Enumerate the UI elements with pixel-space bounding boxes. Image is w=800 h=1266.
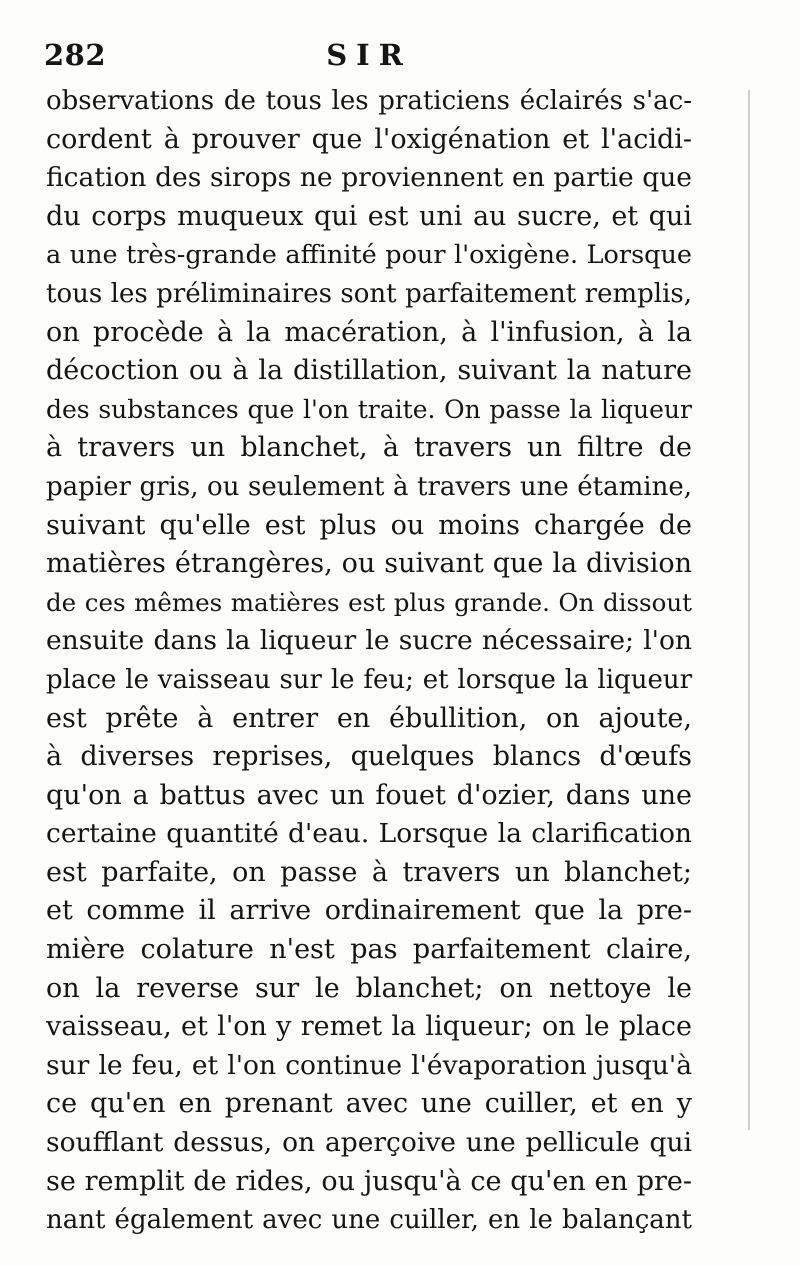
text-line: est prête à entrer en ébullition, on ajoute,	[46, 702, 692, 734]
text-line: soufflant dessus, on aperçoive une pellicule qui	[46, 1127, 692, 1159]
text-line: fication des sirops ne proviennent en partie que	[46, 162, 692, 194]
text-line: à diverses reprises, quelques blancs d'œufs	[46, 741, 692, 773]
text-line: tous les préliminaires sont parfaitement remplis,	[46, 278, 692, 309]
text-line: nant également avec une cuiller, en le balançant	[46, 1205, 692, 1236]
text-line: mière colature n'est pas parfaitement claire,	[46, 934, 692, 966]
text-line: des substances que l'on traite. On passe la liqueur	[46, 394, 692, 424]
body-text	[46, 82, 692, 1240]
text-line: certaine quantité d'eau. Lorsque la clarification	[46, 818, 692, 850]
text-line: matières étrangères, ou suivant que la division	[46, 548, 692, 580]
text-line: a une très-grande affinité pour l'oxigène. Lorsque	[46, 240, 692, 271]
text-line: ensuite dans la liqueur le sucre nécessaire; l'on	[46, 625, 692, 657]
text-line: place le vaisseau sur le feu; et lorsque la liqueur	[46, 664, 692, 695]
text-line: ce qu'en en prenant avec une cuiller, et en y	[46, 1088, 692, 1120]
text-line: suivant qu'elle est plus ou moins chargée de	[46, 509, 692, 541]
text-line: et comme il arrive ordinairement que la pre-	[46, 895, 692, 927]
margin-rule	[748, 90, 750, 1130]
text-line: à travers un blanchet, à travers un filtre de	[46, 432, 692, 464]
text-line: décoction ou à la distillation, suivant la nature	[46, 355, 692, 387]
text-line: vaisseau, et l'on y remet la liqueur; on le place	[46, 1011, 692, 1043]
text-line: se remplit de rides, ou jusqu'à ce qu'en en pre-	[46, 1165, 692, 1197]
text-line: de ces mêmes matières est plus grande. On dissout	[46, 587, 692, 617]
page-number: 282	[44, 38, 107, 72]
text-line: on la reverse sur le blanchet; on nettoye le	[46, 972, 692, 1004]
text-line: papier gris, ou seulement à travers une étamine,	[46, 471, 692, 502]
text-line: sur le feu, et l'on continue l'évaporation jusqu'à	[46, 1049, 692, 1081]
running-head	[44, 34, 694, 80]
text-line: cordent à prouver que l'oxigénation et l'acidi-	[46, 123, 692, 155]
text-line: on procède à la macération, à l'infusion, à la	[46, 316, 692, 348]
text-line: observations de tous les praticiens éclairés s'ac-	[46, 86, 692, 116]
text-line: qu'on a battus avec un fouet d'ozier, dans une	[46, 779, 692, 811]
text-line: est parfaite, on passe à travers un blanchet;	[46, 856, 692, 888]
text-line: du corps muqueux qui est uni au sucre, et qui	[46, 200, 692, 232]
running-title: SIR	[326, 38, 412, 72]
